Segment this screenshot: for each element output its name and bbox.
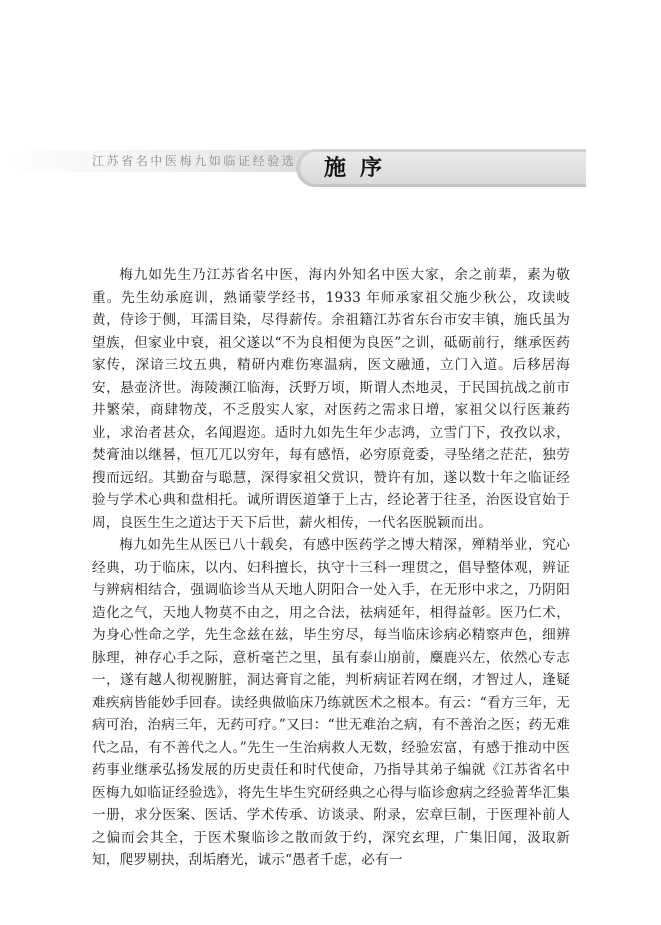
section-title-tab-inner xyxy=(300,152,586,184)
section-title-tab xyxy=(296,149,586,187)
page-header xyxy=(0,0,661,220)
series-title: 江苏省名中医梅九如临证经验选 xyxy=(92,154,297,168)
paragraph: 梅九如先生乃江苏省名中医，海内外知名中医大家，余之前辈，素为敬重。先生幼承庭训，熟诵蒙学经书，1933 年师承家祖父施少秋公，攻读岐黄，侍诊于侧，耳濡目染，尽得薪传。余祖籍江苏省东台市安丰镇，施氏虽为望族，但家业中衰，祖父遂以“不为良相便为良医”之训，砥砺前行，继承医药家传，深谙三坟五典，精研内难伤寒温病，医文融通，立门入道。后移居海安，悬壶济世。海陵濒江临海，沃野万顷，斯谓人杰地灵，于民国抗战之前市井繁荣，商肆物茂，不乏殷实人家，对医药之需求日增，家祖父以行医兼药业，求治者甚众，名闻遐迩。适时九如先生年少志鸿，立雪门下，孜孜以求，焚膏油以继晷，恒兀兀以穷年，每有感悟，必穷原竟委，寻坠绪之茫茫，独劳搜而远绍。其勤奋与聪慧，深得家祖父赏识，赞许有加，遂以数十年之临证经验与学术心典和盘相托。诚所谓医道肇于上古，经论著于往圣，治医设官始于周，良医生生之道达于天下后世，薪火相传，一代名医脱颖而出。 xyxy=(92,267,570,531)
section-title: 施序 xyxy=(323,155,396,181)
paragraph: 梅九如先生从医已八十载矣，有感中医药学之博大精深，殚精举业，究心经典，功于临床，以内、妇科擅长，执守十三科一理贯之，倡导整体观，辨证与辨病相结合，强调临诊当从天地人阴阳合一处入手，在无形中求之，乃阴阳造化之气，天地人物莫不由之，用之合法，祛病延年，相得益彰。医乃仁术，为身心性命之学，先生念兹在兹，毕生穷尽，每当临床诊病必精察声色，细辨脉理，神存心手之际，意析毫芒之里，虽有泰山崩前，麋鹿兴左，依然心专志一，遂有越人彻视腑脏，洞达膏肓之能，判析病证若网在纲，才智过人，逢疑难疾病皆能妙手回春。读经典做临床乃练就医术之根本。有云：“看方三年，无病可治，治病三年，无药可疗。”又曰：“世无难治之病，有不善治之医；药无难代之品，有不善代之人。”先生一生治病救人无数，经验宏富，有感于推动中医药事业继承弘扬发展的历史责任和时代使命，乃指导其弟子编就《江苏省名中医梅九如临证经验选》，将先生毕生究研经典之心得与临诊愈病之经验菁华汇集一册，求分医案、医话、学术传承、访谈录、附录，宏章巨制，于医理补前人之偏而会其全，于医术聚临诊之散而敛于约，深究玄理，广集旧闻，汲取新知，爬罗剔抉，刮垢磨光，诚示“愚者千虑，必有一 xyxy=(92,537,570,868)
body-text xyxy=(92,264,570,872)
